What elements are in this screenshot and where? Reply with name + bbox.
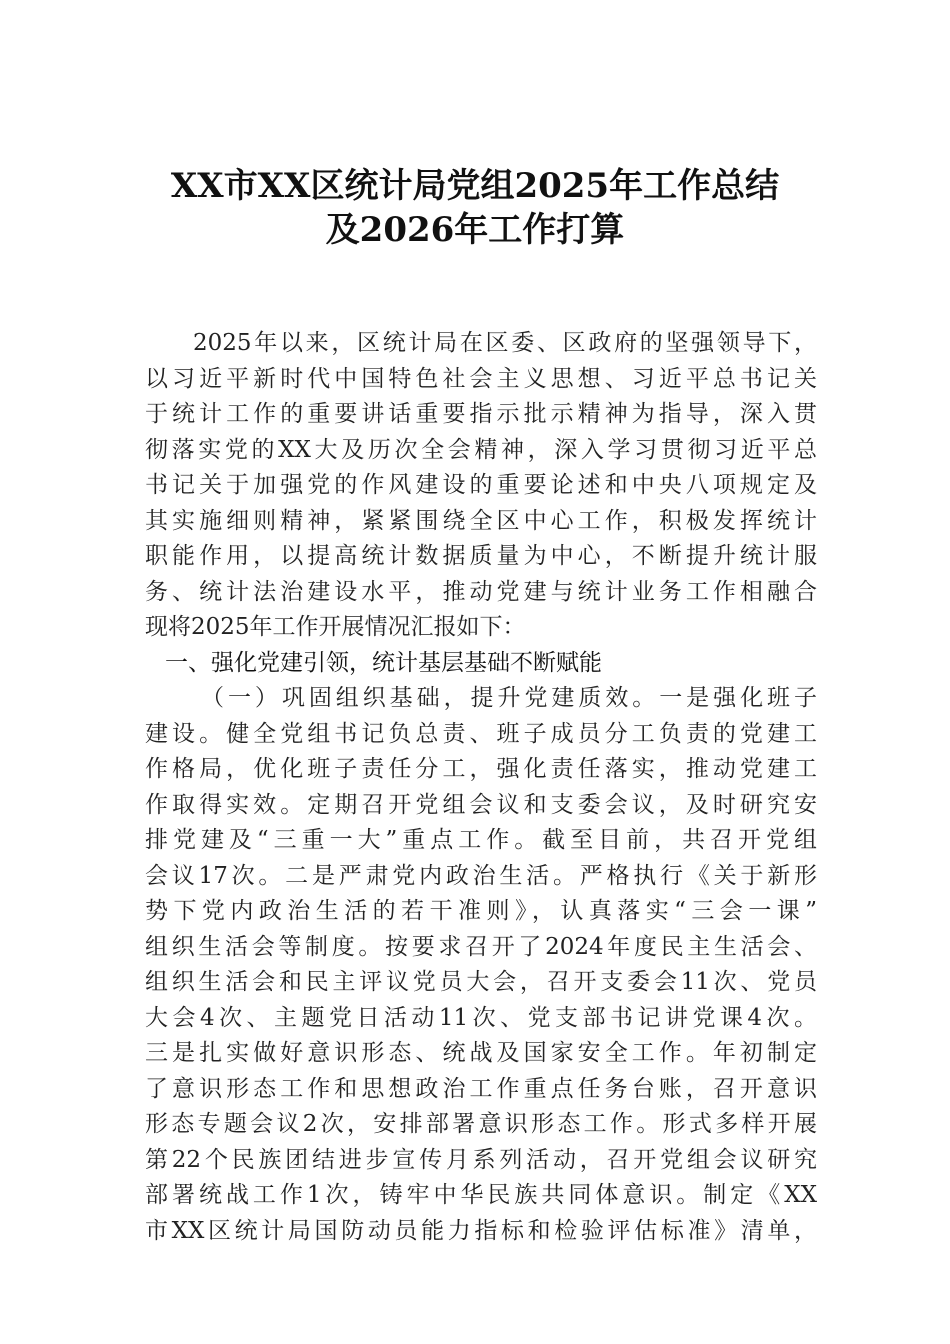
- text-line: 三是扎实做好意识形态、统战及国家安全工作。年初制定: [145, 1040, 817, 1066]
- text-line: 第22个民族团结进步宣传月系列活动，召开党组会议研究: [145, 1146, 817, 1173]
- text-line: 会议17次。二是严肃党内政治生活。严格执行《关于新形: [145, 862, 817, 889]
- document-body: [145, 326, 817, 1249]
- document-title-line-1: XX市XX区统计局党组2025年工作总结: [170, 166, 780, 206]
- document-title-line-2: 及2026年工作打算: [325, 210, 625, 250]
- text-line: 书记关于加强党的作风建设的重要论述和中央八项规定及: [145, 472, 817, 498]
- text-line: 组织生活会和民主评议党员大会，召开支委会11次、党员: [145, 969, 817, 995]
- text-line: 其实施细则精神，紧紧围绕全区中心工作，积极发挥统计: [145, 507, 817, 534]
- text-line: 势下党内政治生活的若干准则》，认真落实“三会一课”: [145, 898, 817, 924]
- text-line: 职能作用，以提高统计数据质量为中心，不断提升统计服: [145, 543, 817, 569]
- text-line: 作取得实效。定期召开党组会议和支委会议，及时研究安: [145, 791, 817, 818]
- text-line: 2025年以来，区统计局在区委、区政府的坚强领导下，: [193, 330, 817, 356]
- text-line: 组织生活会等制度。按要求召开了2024年度民主生活会、: [145, 933, 817, 960]
- text-line: 建设。健全党组书记负总责、班子成员分工负责的党建工: [145, 720, 817, 747]
- text-line: 彻落实党的XX大及历次全会精神，深入学习贯彻习近平总: [145, 436, 817, 463]
- text-line: 作格局，优化班子责任分工，强化责任落实，推动党建工: [145, 756, 817, 782]
- text-line: 部署统战工作1次，铸牢中华民族共同体意识。制定《XX: [145, 1182, 817, 1208]
- text-line: 于统计工作的重要讲话重要指示批示精神为指导，深入贯: [145, 401, 817, 427]
- text-line: 以习近平新时代中国特色社会主义思想、习近平总书记关: [145, 365, 817, 392]
- text-line: 务、统计法治建设水平，推动党建与统计业务工作相融合: [145, 578, 817, 605]
- text-line: （一）巩固组织基础，提升党建质效。一是强化班子: [201, 685, 817, 711]
- text-line: 大会4次、主题党日活动11次、党支部书记讲党课4次。: [145, 1004, 817, 1031]
- section-paragraph: [145, 681, 817, 1249]
- intro-paragraph: [145, 326, 817, 646]
- text-line: 现将2025年工作开展情况汇报如下：: [145, 614, 526, 640]
- text-line: 排党建及“三重一大”重点工作。截至目前，共召开党组: [145, 827, 817, 853]
- text-line: 市XX区统计局国防动员能力指标和检验评估标准》清单，: [145, 1217, 817, 1244]
- text-line: 形态专题会议2次，安排部署意识形态工作。形式多样开展: [145, 1111, 817, 1137]
- section-heading: 一、强化党建引领，统计基层基础不断赋能: [165, 649, 602, 676]
- text-line: 了意识形态工作和思想政治工作重点任务台账，召开意识: [145, 1075, 817, 1102]
